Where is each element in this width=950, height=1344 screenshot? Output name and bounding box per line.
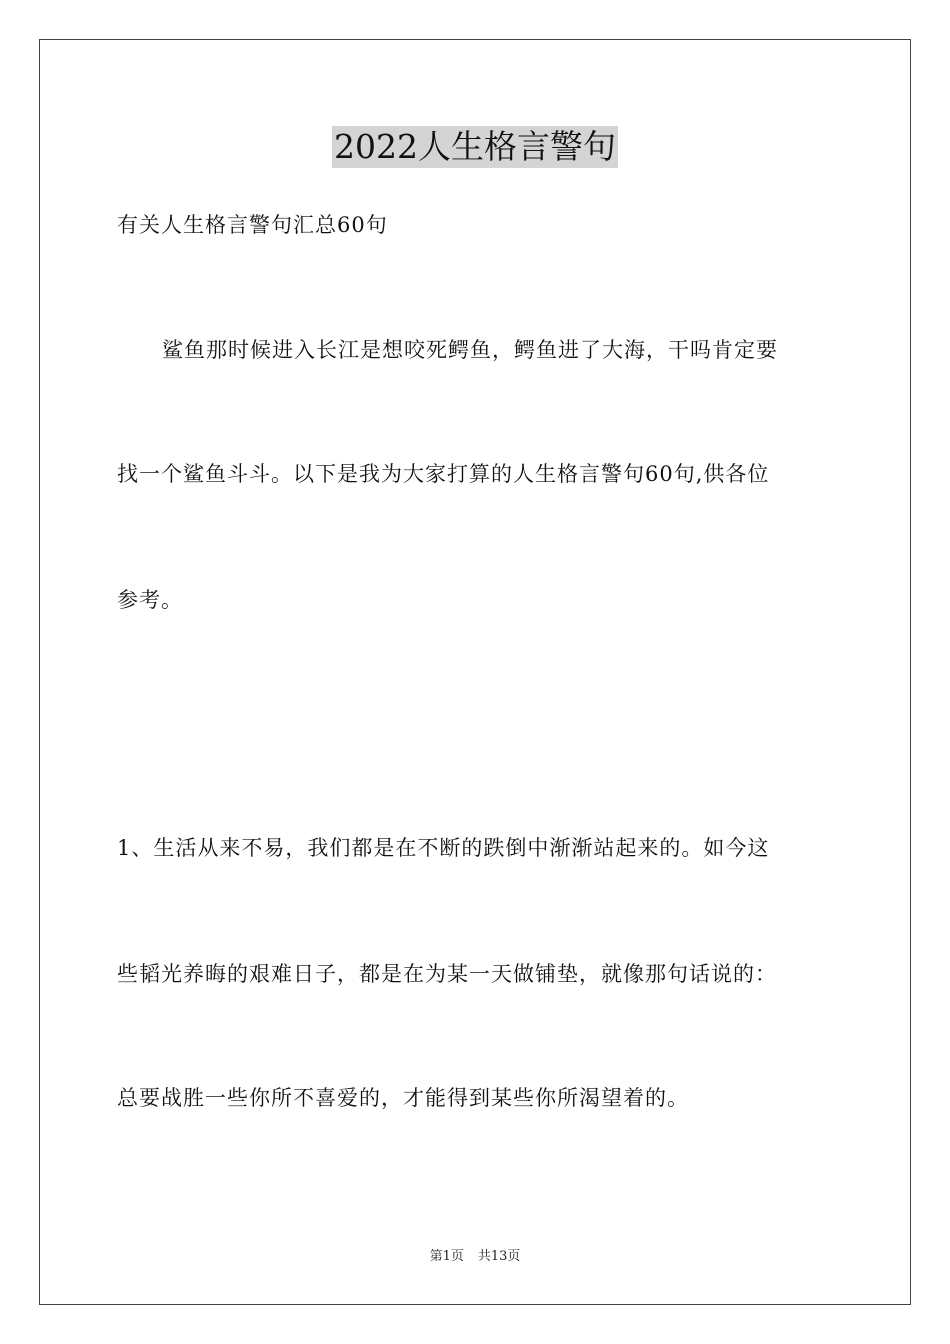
intro-line-3: 参考。: [117, 588, 183, 612]
title-container: [0, 126, 950, 168]
intro-line-2: 找一个鲨鱼斗斗。以下是我为大家打算的人生格言警句60句,供各位: [117, 462, 770, 486]
item-1-line-2: 些韬光养晦的艰难日子，都是在为某一天做铺垫，就像那句话说的：: [117, 962, 777, 986]
document-subtitle: 有关人生格言警句汇总60句: [117, 213, 388, 237]
item-1-line-1: 1、生活从来不易，我们都是在不断的跌倒中渐渐站起来的。如今这: [117, 836, 770, 860]
page-number: 第1页: [429, 1249, 464, 1264]
document-title: 2022人生格言警句: [334, 127, 616, 166]
intro-line-1: 鲨鱼那时候进入长江是想咬死鳄鱼，鳄鱼进了大海，干吗肯定要: [162, 338, 778, 362]
item-1-line-3: 总要战胜一些你所不喜爱的，才能得到某些你所渴望着的。: [117, 1086, 689, 1110]
page-footer: [0, 1248, 950, 1266]
page-total: 共13页: [477, 1249, 521, 1264]
